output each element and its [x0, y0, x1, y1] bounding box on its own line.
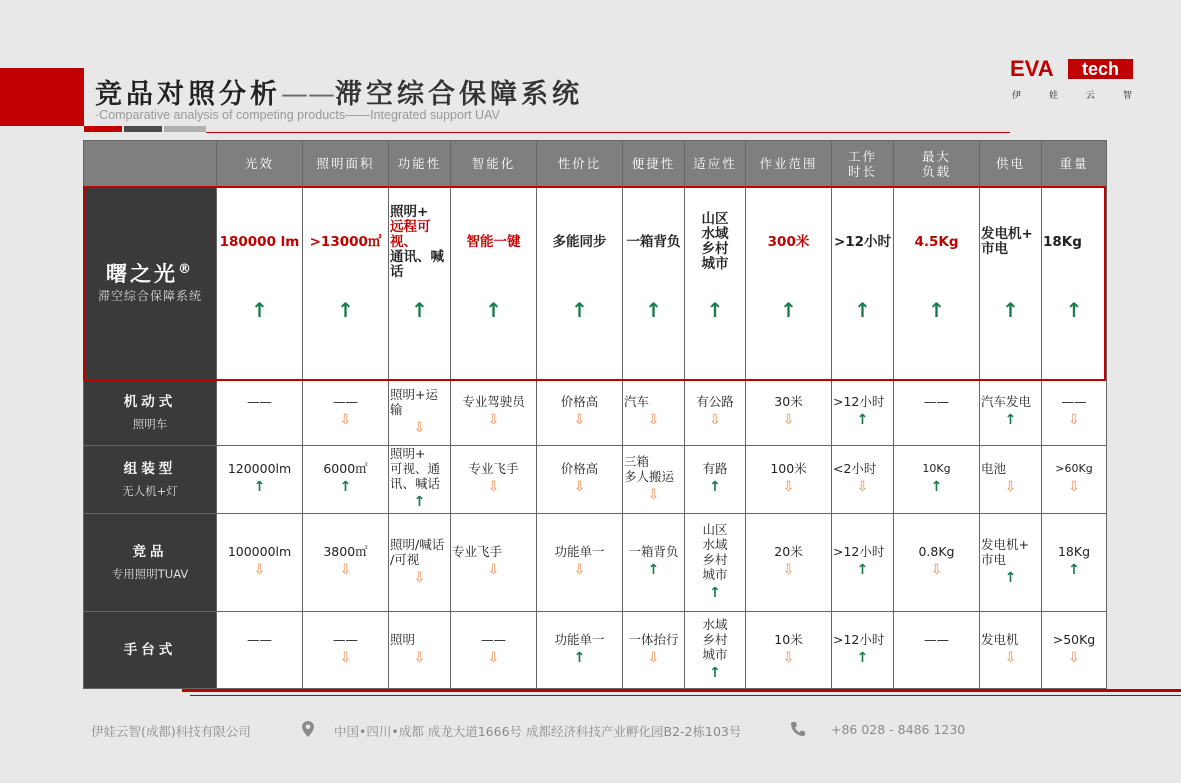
- footer-company: 伊娃云智(成都)科技有限公司: [91, 724, 251, 739]
- table-cell: ——: [894, 612, 980, 689]
- table-cell: >12小时 ↑: [832, 380, 894, 446]
- table-cell: 30米 ⇩: [746, 380, 832, 446]
- up-arrow-icon: ↑: [337, 298, 354, 322]
- up-arrow-icon: ↑: [645, 298, 662, 322]
- table-cell: —— ⇩: [303, 612, 389, 689]
- footer-phone: +86 028 - 8486 1230: [831, 722, 966, 737]
- row-label: 竞品 专用照明TUAV: [84, 514, 217, 612]
- table-cell: 有公路 ⇩: [685, 380, 746, 446]
- table-cell: 功能单一 ⇩: [537, 514, 623, 612]
- phone-icon: [790, 721, 806, 737]
- table-cell: 智能一键 ↑: [451, 187, 537, 380]
- up-arrow-icon: ↑: [571, 298, 588, 322]
- page-subtitle: ·Comparative analysis of competing products——Integrated support UAV: [95, 108, 500, 122]
- up-arrow-icon: ↑: [928, 298, 945, 322]
- table-cell: 有路 ↑: [685, 446, 746, 514]
- comparison-table: [83, 140, 1107, 689]
- table-cell: 山区 水域 乡村 城市 ↑: [685, 187, 746, 380]
- table-cell: 电池 ⇩: [980, 446, 1042, 514]
- table-cell: 100000lm ⇩: [217, 514, 303, 612]
- table-cell: 18Kg ↑: [1042, 514, 1107, 612]
- table-cell: ——: [894, 380, 980, 446]
- table-row: [84, 514, 1107, 612]
- table-cell: 300米 ↑: [746, 187, 832, 380]
- table-cell: >12小时 ↑: [832, 187, 894, 380]
- table-cell: 10米 ⇩: [746, 612, 832, 689]
- company-logo-cn: 伊 娃 云 智: [1012, 91, 1132, 101]
- table-cell: 照明+运 输 ⇩: [389, 380, 451, 446]
- table-cell: 一箱背负 ↑: [623, 187, 685, 380]
- col-header: 重量: [1042, 141, 1107, 187]
- location-pin-icon: [302, 721, 314, 737]
- table-cell: 价格高 ⇩: [537, 446, 623, 514]
- table-cell: 4.5Kg ↑: [894, 187, 980, 380]
- table-cell: 山区 水域 乡村 城市 ↑: [685, 514, 746, 612]
- table-cell: ——: [217, 612, 303, 689]
- col-header: 光效: [217, 141, 303, 187]
- footer-divider-thin: [190, 695, 1181, 696]
- table-cell: 专业飞手 ⇩: [451, 446, 537, 514]
- star-product-name: 曙之光®: [106, 262, 194, 286]
- up-arrow-icon: ↑: [706, 298, 724, 322]
- up-arrow-icon: ↑: [1065, 298, 1083, 322]
- table-cell: 价格高 ⇩: [537, 380, 623, 446]
- table-cell: 汽车 ⇩: [623, 380, 685, 446]
- table-cell: 发电机+ 市电 ↑: [980, 187, 1042, 380]
- table-cell: 三箱 多人搬运 ⇩: [623, 446, 685, 514]
- row-label: 组装型 无人机+灯: [84, 446, 217, 514]
- table-cell: >12小时 ↑: [832, 612, 894, 689]
- table-header-row: [84, 141, 1107, 187]
- title-divider: [206, 132, 1010, 133]
- up-arrow-icon: ↑: [411, 298, 428, 322]
- header-accent-block: [0, 68, 84, 126]
- table-row-star-product: [84, 187, 1107, 380]
- col-header: 便捷性: [623, 141, 685, 187]
- table-cell: 一箱背负 ↑: [623, 514, 685, 612]
- table-row: [84, 380, 1107, 446]
- page-title: 竞品对照分析——滞空综合保障系统: [95, 79, 583, 110]
- up-arrow-icon: ↑: [854, 298, 871, 322]
- col-header: 功能性: [389, 141, 451, 187]
- table-cell: 照明/喊话 /可视 ⇩: [389, 514, 451, 612]
- company-logo: EVA tech: [1010, 57, 1133, 81]
- table-cell: >13000㎡ ↑: [303, 187, 389, 380]
- table-cell: 功能单一 ↑: [537, 612, 623, 689]
- row-label: 手台式: [84, 612, 217, 689]
- col-header: 照明面积: [303, 141, 389, 187]
- col-header: 智能化: [451, 141, 537, 187]
- table-cell: 水域 乡村 城市 ↑: [685, 612, 746, 689]
- col-header: 供电: [980, 141, 1042, 187]
- table-cell: 18Kg ↑: [1042, 187, 1107, 380]
- row-label: [84, 187, 217, 380]
- col-header: 适应性: [685, 141, 746, 187]
- col-header: 最大 负载: [894, 141, 980, 187]
- table-cell: 专业驾驶员 ⇩: [451, 380, 537, 446]
- star-product-subtitle: 滞空综合保障系统: [97, 289, 202, 303]
- up-arrow-icon: ↑: [780, 298, 797, 322]
- title-underline-bars: [84, 126, 206, 132]
- table-cell: —— ⇩: [1042, 380, 1107, 446]
- up-arrow-icon: ↑: [1002, 298, 1019, 322]
- header-corner: [84, 141, 217, 187]
- table-cell: 0.8Kg ⇩: [894, 514, 980, 612]
- table-cell: 照明 ⇩: [389, 612, 451, 689]
- up-arrow-icon: ↑: [251, 298, 268, 322]
- table-cell: 100米 ⇩: [746, 446, 832, 514]
- table-cell: —— ⇩: [303, 380, 389, 446]
- table-cell: >60Kg ⇩: [1042, 446, 1107, 514]
- table-cell: 汽车发电 ↑: [980, 380, 1042, 446]
- table-cell: <2小时 ⇩: [832, 446, 894, 514]
- col-header: 工作 时长: [832, 141, 894, 187]
- up-arrow-icon: ↑: [485, 298, 502, 322]
- table-row: [84, 446, 1107, 514]
- footer-divider: [182, 689, 1181, 692]
- table-cell: >12小时 ↑: [832, 514, 894, 612]
- table-cell: 180000 lm ↑: [217, 187, 303, 380]
- footer-address: 中国•四川•成都 成龙大道1666号 成都经济科技产业孵化园B2-2栋103号: [334, 724, 742, 739]
- col-header: 性价比: [537, 141, 623, 187]
- table-cell: 3800㎡ ⇩: [303, 514, 389, 612]
- table-cell: 发电机 ⇩: [980, 612, 1042, 689]
- table-cell: 发电机+ 市电 ↑: [980, 514, 1042, 612]
- table-cell: 一体抬行 ⇩: [623, 612, 685, 689]
- table-cell: 多能同步 ↑: [537, 187, 623, 380]
- table-cell: —— ⇩: [451, 612, 537, 689]
- table-row: [84, 612, 1107, 689]
- table-cell: 120000lm ↑: [217, 446, 303, 514]
- table-cell: 10Kg ↑: [894, 446, 980, 514]
- row-label: 机动式 照明车: [84, 380, 217, 446]
- col-header: 作业范围: [746, 141, 832, 187]
- table-cell: 20米 ⇩: [746, 514, 832, 612]
- table-cell: 专业飞手 ⇩: [451, 514, 537, 612]
- table-cell: ——: [217, 380, 303, 446]
- table-cell: 照明+ 远程可视、 通讯、喊话 ↑: [389, 187, 451, 380]
- table-cell: 6000㎡ ↑: [303, 446, 389, 514]
- table-cell: 照明+ 可视、通 讯、喊话 ↑: [389, 446, 451, 514]
- table-cell: >50Kg ⇩: [1042, 612, 1107, 689]
